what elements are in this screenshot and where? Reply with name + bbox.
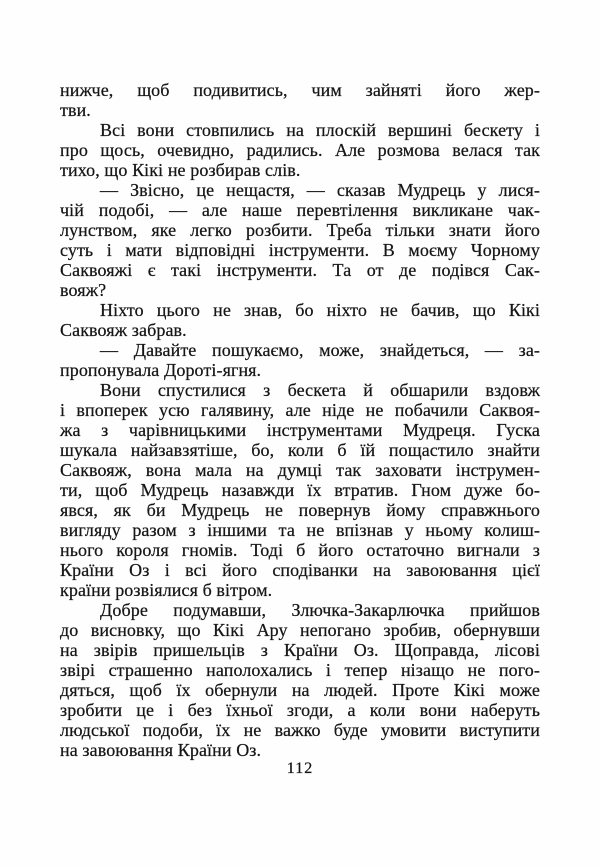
text-line: — Звісно, це нещастя, — сказав Мудрець у лися- [100,180,540,200]
text-line: до висновку, що Кікі Ару непогано зробив, обернувши [60,620,540,640]
text-line: жа з чарівницькими інструментами Мудреця. Гуска [60,420,540,440]
text-line: шукала найзавзятіше, бо, коли б їй пощастило знайти [60,440,540,460]
text-line: вояж? [60,280,107,300]
text-line: і впоперек усю галявину, але ніде не побачили Саквоя- [60,400,540,420]
text-line: Саквояж забрав. [60,320,187,340]
text-line: нього короля гномів. Тоді б його остаточно вигнали з [60,540,540,560]
text-line: Саквояжі є такі інструменти. Та от де подівся Сак- [60,260,540,280]
text-line: явся, як би Мудрець не повернув йому справжнього [60,500,540,520]
text-line: тви. [60,100,91,120]
text-line: вигляду разом з іншими та не впізнав у ньому колиш- [60,520,540,540]
text-line: Всі вони стовпились на плоскій вершині бескету і [100,120,540,140]
text-line: суть і мати відповідні інструменти. В моєму Чорному [60,240,540,260]
text-line: Саквояж, вона мала на думці так заховати інструмен- [60,460,540,480]
text-line: звірі страшенно наполохались і тепер нізащо не пого- [60,660,540,680]
text-line: дяться, щоб їх обернули на людей. Проте Кікі може [60,680,540,700]
text-line: нижче, щоб подивитись, чим зайняті його жер- [60,80,540,100]
page-number: 112 [286,760,314,777]
text-line: пропонувала Дороті-ягня. [60,360,262,380]
text-line: тихо, що Кікі не розбирав слів. [60,160,301,180]
text-line: людської подоби, їх не важко буде умовити виступити [60,720,540,740]
text-line: чій подобі, — але наше перевтілення викликане чак- [60,200,540,220]
text-line: Ніхто цього не знав, бо ніхто не бачив, що Кікі [100,300,540,320]
text-line: ти, щоб Мудрець назавжди їх втратив. Гном дуже бо- [60,480,540,500]
text-line: на звірів пришельців з Країни Оз. Щоправда, лісові [60,640,540,660]
text-line: країни розвіялися б вітром. [60,580,273,600]
text-line: Добре подумавши, Злючка-Закарлючка прийшов [100,600,540,620]
text-line: на завоювання Країни Оз. [60,740,262,760]
page-text-block [60,80,540,760]
text-line: про щось, очевидно, радились. Але розмова велася так [60,140,540,160]
text-line: — Давайте пошукаємо, може, знайдеться, — за- [100,340,540,360]
text-line: Країни Оз і всі його сподіванки на завоювання цієї [60,560,540,580]
text-line: лунством, яке легко розбити. Треба тільки знати його [60,220,540,240]
text-line: зробити це і без їхньої згоди, а коли вони наберуть [60,700,540,720]
text-line: Вони спустилися з бескета й обшарили вздовж [100,380,540,400]
